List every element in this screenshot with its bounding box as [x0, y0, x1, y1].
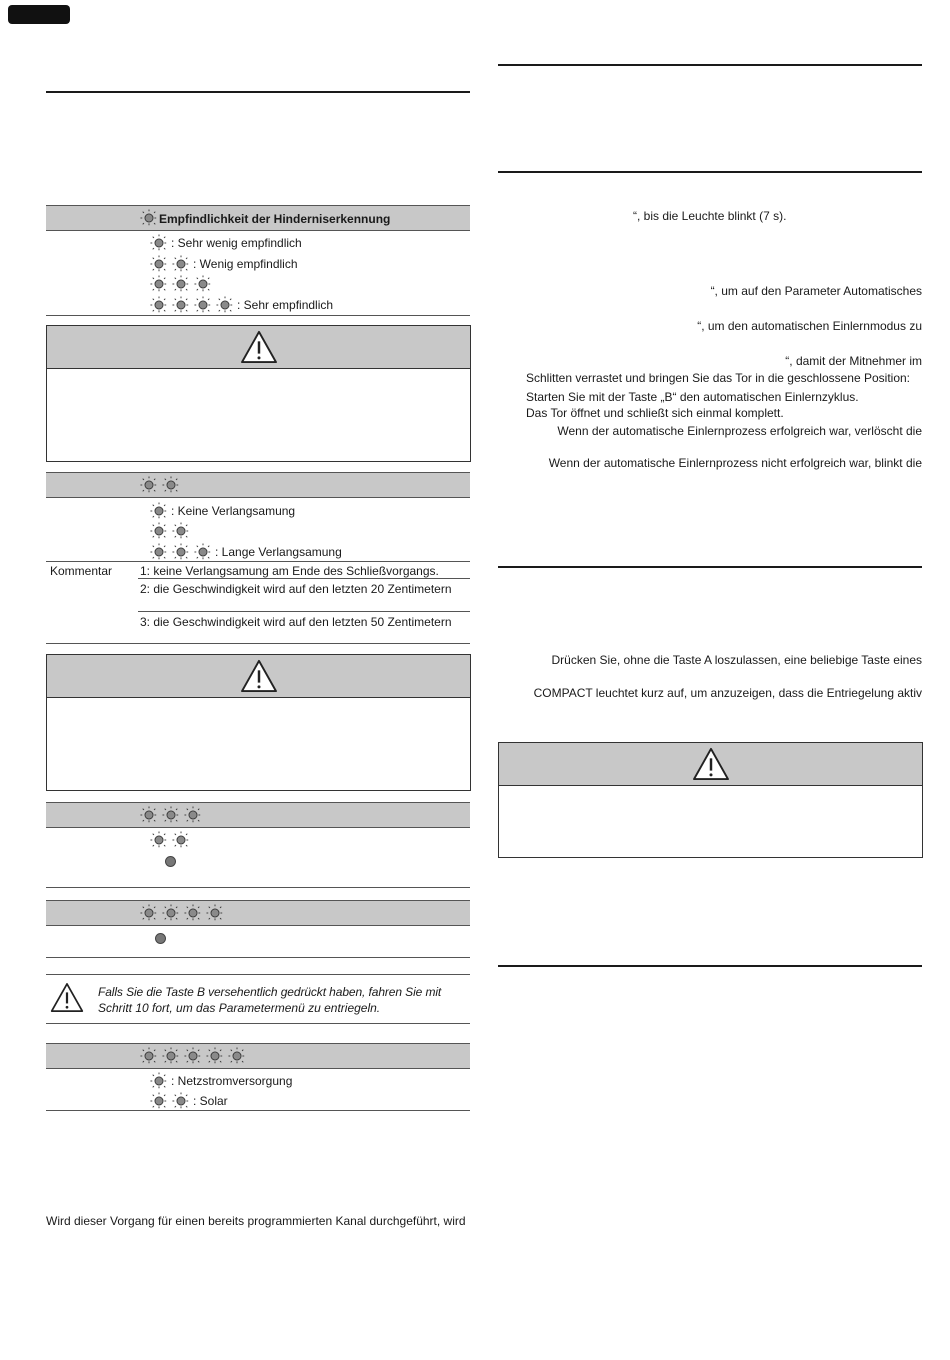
led-group [150, 296, 234, 314]
step-text: Wenn der automatische Einlernprozess nicht erfolgreich war, blinkt die [548, 456, 922, 470]
note-line-1: Falls Sie die Taste B versehentlich gedrückt haben, fahren Sie mit [98, 985, 442, 999]
table-rule [46, 561, 470, 562]
power-label: : Solar [193, 1094, 228, 1108]
table-rule [46, 1110, 470, 1111]
led-icon [172, 275, 190, 293]
table-rule [138, 611, 470, 612]
led-group [150, 522, 190, 540]
led-group [150, 831, 190, 849]
led-icon [150, 255, 168, 273]
led-icon [150, 234, 168, 252]
three-led-table-header [46, 802, 470, 828]
led-icon [194, 296, 212, 314]
led-icon [140, 476, 158, 494]
sensitivity-title: Empfindlichkeit der Hinderniserkennung [159, 212, 391, 226]
led-group [150, 275, 212, 293]
led-icon [172, 1092, 190, 1110]
three-led-table [46, 802, 470, 888]
led-icon [172, 831, 190, 849]
led-group [140, 476, 180, 494]
led-icon [150, 543, 168, 561]
note-rule [46, 1023, 470, 1024]
sensitivity-row-2 [150, 255, 298, 273]
warning-header [47, 655, 470, 698]
step-text: Wenn der automatische Einlernprozess erfolgreich war, verlöscht die [557, 424, 922, 438]
bottom-paragraph: Wird dieser Vorgang für einen bereits programmierten Kanal durchgeführt, wird [46, 1214, 466, 1228]
led-icon [228, 1047, 246, 1065]
warning-header [47, 326, 470, 369]
warning-icon [692, 747, 730, 781]
note-line-2: Schritt 10 fort, um das Parametermenü zu entriegeln. [98, 1001, 381, 1015]
sensitivity-table-header [46, 205, 470, 231]
power-label: : Netzstromversorgung [171, 1074, 293, 1088]
led-icon [162, 1047, 180, 1065]
slowdown-row-1 [150, 502, 295, 520]
led-icon [140, 806, 158, 824]
section-rule [498, 566, 922, 568]
section-rule [46, 91, 470, 93]
slowdown-table-header [46, 472, 470, 498]
warning-header [499, 743, 922, 786]
led-icon [162, 904, 180, 922]
led-icon [172, 522, 190, 540]
led-icon [150, 296, 168, 314]
section-rule [498, 171, 922, 173]
led-group [140, 806, 202, 824]
unlock-text: COMPACT leuchtet kurz auf, um anzuzeigen, dass die Entriegelung aktiv [533, 686, 922, 700]
comment-label: Kommentar [50, 564, 113, 578]
section-rule [498, 64, 922, 66]
slowdown-label: : Lange Verlangsamung [215, 545, 342, 559]
led-icon [150, 502, 168, 520]
four-led-table [46, 900, 470, 958]
led-icon [206, 1047, 224, 1065]
led-icon [184, 1047, 202, 1065]
three-led-row-1 [150, 831, 190, 849]
led-icon [194, 275, 212, 293]
led-icon [172, 543, 190, 561]
led-icon [150, 831, 168, 849]
language-badge [8, 5, 70, 24]
sensitivity-label: : Sehr wenig empfindlich [171, 236, 302, 250]
step-text: Starten Sie mit der Taste „B“ den automatischen Einlernzyklus. [526, 390, 859, 404]
table-rule [46, 887, 470, 888]
warning-icon [50, 982, 84, 1013]
led-icon [150, 522, 168, 540]
warning-icon [240, 659, 278, 693]
comment-1: 1: keine Verlangsamung am Ende des Schließvorgangs. [140, 564, 439, 578]
step-text: Schlitten verrastet und bringen Sie das Tor in die geschlossene Position: [526, 371, 911, 385]
unlock-text: Drücken Sie, ohne die Taste A loszulassen, eine beliebige Taste eines [551, 653, 922, 667]
step-text: “, bis die Leuchte blinkt (7 s). [633, 209, 787, 223]
led-group [150, 543, 212, 561]
sensitivity-label: : Wenig empfindlich [193, 257, 298, 271]
slowdown-row-3 [150, 543, 342, 561]
led-icon [150, 1072, 168, 1090]
led-off-icon [155, 933, 166, 944]
led-group [150, 1072, 168, 1090]
section-rule [498, 965, 922, 967]
step-text: “, um den automatischen Einlernmodus zu [697, 319, 922, 333]
led-icon [150, 275, 168, 293]
table-rule [46, 957, 470, 958]
led-group [140, 904, 224, 922]
led-icon [140, 1047, 158, 1065]
led-icon [172, 255, 190, 273]
led-icon [162, 476, 180, 494]
led-icon [150, 1092, 168, 1110]
led-icon [140, 904, 158, 922]
power-row-1 [150, 1072, 292, 1090]
led-icon [172, 296, 190, 314]
led-icon [194, 543, 212, 561]
table-rule [46, 315, 470, 316]
sensitivity-row-3 [150, 275, 215, 293]
slowdown-table [46, 472, 470, 644]
note-rule [46, 974, 470, 975]
led-icon [140, 209, 158, 227]
led-group [150, 234, 168, 252]
power-table-header [46, 1043, 470, 1069]
table-rule [46, 643, 470, 644]
sensitivity-row-1 [150, 234, 302, 252]
comment-3: 3: die Geschwindigkeit wird auf den letzten 50 Zentimetern [140, 615, 452, 629]
led-icon [216, 296, 234, 314]
led-icon [162, 806, 180, 824]
power-table [46, 1043, 470, 1111]
warning-box [46, 325, 471, 462]
four-led-table-header [46, 900, 470, 926]
slowdown-label: : Keine Verlangsamung [171, 504, 296, 518]
comment-2: 2: die Geschwindigkeit wird auf den letzten 20 Zentimetern [140, 582, 452, 596]
sensitivity-label: : Sehr empfindlich [237, 298, 334, 312]
step-text: “, damit der Mitnehmer im [785, 354, 922, 368]
led-group [140, 1047, 246, 1065]
led-icon [184, 904, 202, 922]
power-row-2 [150, 1092, 228, 1110]
warning-box [498, 742, 923, 858]
led-group [150, 1092, 190, 1110]
step-text: Das Tor öffnet und schließt sich einmal komplett. [526, 406, 784, 420]
sensitivity-row-4 [150, 296, 333, 314]
led-group [150, 255, 190, 273]
led-group [150, 502, 168, 520]
led-icon [206, 904, 224, 922]
led-icon [184, 806, 202, 824]
step-text: “, um auf den Parameter Automatisches [710, 284, 922, 298]
sensitivity-table [46, 205, 470, 317]
led-off-icon [165, 856, 176, 867]
slowdown-row-2 [150, 522, 193, 540]
table-rule [138, 578, 470, 579]
warning-box [46, 654, 471, 791]
warning-icon [240, 330, 278, 364]
